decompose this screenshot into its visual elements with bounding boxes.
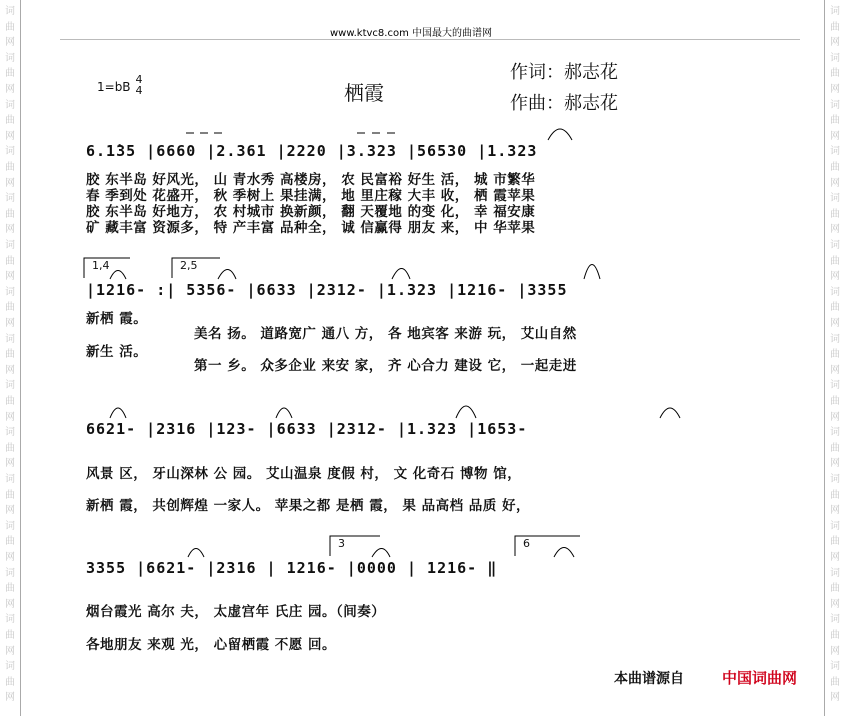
watermark-glyph: 词	[5, 520, 15, 532]
watermark-glyph: 网	[830, 505, 840, 517]
watermark-glyph: 网	[5, 177, 15, 189]
watermark-glyph: 网	[5, 458, 15, 470]
slur-mark	[218, 270, 236, 280]
watermark-glyph: 词	[5, 380, 15, 392]
slur-mark	[660, 408, 680, 418]
time-sig-bottom: 4	[135, 84, 143, 97]
watermark-glyph: 曲	[5, 489, 15, 501]
watermark-glyph: 曲	[5, 349, 15, 361]
watermark-glyph: 词	[830, 52, 840, 64]
lyric-line-1-2: 春 季到处 花盛开， 秋 季树上 果挂满， 地 里庄稼 大丰 收， 栖 霞苹果	[86, 188, 536, 204]
site-header: www.ktvc8.com 中国最大的曲谱网	[330, 28, 493, 39]
watermark-glyph: 曲	[830, 115, 840, 127]
watermark-glyph: 词	[5, 52, 15, 64]
watermark-glyph: 曲	[5, 536, 15, 548]
lyric-line-3-2: 新栖 霞， 共创辉煌 一家人。 苹果之都 是栖 霞， 果 品高档 品质 好，	[86, 498, 530, 514]
watermark-glyph: 词	[5, 427, 15, 439]
watermark-glyph: 曲	[830, 68, 840, 80]
watermark-glyph: 词	[5, 333, 15, 345]
watermark-glyph: 网	[830, 37, 840, 49]
watermark-glyph: 词	[5, 6, 15, 17]
lyricist-credit: 作词：郝志花	[510, 62, 618, 83]
watermark-glyph: 词	[830, 99, 840, 111]
watermark-glyph: 词	[5, 193, 15, 205]
watermark-glyph: 网	[5, 318, 15, 329]
watermark-glyph: 曲	[830, 162, 840, 173]
watermark-glyph: 网	[5, 692, 15, 704]
lyric-line-2-4: 第一 乡。 众多企业 来安 家， 齐 心合力 建设 它， 一起走进	[194, 358, 577, 374]
watermark-glyph: 曲	[830, 302, 840, 314]
lyric-line-2-1: 新栖 霞。	[86, 311, 148, 327]
watermark-glyph: 词	[830, 520, 840, 532]
watermark-glyph: 曲	[5, 676, 15, 688]
watermark-glyph: 曲	[5, 302, 15, 314]
watermark-glyph: 曲	[830, 208, 840, 220]
footer-brand-link[interactable]: 中国词曲网	[722, 669, 798, 687]
watermark-glyph: 曲	[5, 630, 15, 641]
slur-mark	[548, 129, 572, 140]
volta-1-4: 1,4	[92, 259, 110, 272]
watermark-glyph: 网	[5, 598, 15, 610]
volta-bracket	[172, 258, 220, 278]
watermark-glyph: 词	[830, 240, 840, 251]
watermark-glyph: 网	[830, 598, 840, 610]
watermark-glyph: 词	[5, 474, 15, 485]
watermark-glyph: 曲	[830, 442, 840, 454]
slur-mark	[188, 549, 204, 558]
slur-mark	[554, 548, 574, 558]
notation-row-3: 6621- |2316 |123- |6633 |2312- |1.323 |1653-	[86, 420, 528, 438]
watermark-glyph: 曲	[5, 255, 15, 267]
slur-mark	[110, 271, 126, 280]
notation-row-2: |1216- :| 5356- |6633 |2312- |1.323 |1216- |3355	[86, 281, 568, 299]
watermark-glyph: 网	[830, 692, 840, 704]
watermark-glyph: 网	[830, 458, 840, 470]
watermark-glyph: 网	[830, 411, 840, 423]
watermark-glyph: 曲	[830, 489, 840, 501]
watermark-glyph: 曲	[5, 68, 15, 80]
song-title: 栖霞	[344, 81, 384, 105]
watermark-glyph: 曲	[830, 396, 840, 407]
watermark-glyph: 曲	[830, 676, 840, 688]
slur-mark	[456, 406, 476, 418]
watermark-glyph: 曲	[5, 396, 15, 407]
watermark-glyph: 网	[830, 177, 840, 189]
watermark-glyph: 网	[830, 364, 840, 376]
watermark-glyph: 网	[830, 552, 840, 563]
volta-bracket	[330, 536, 380, 556]
watermark-glyph: 网	[5, 84, 15, 95]
watermark-glyph: 词	[830, 193, 840, 205]
watermark-glyph: 曲	[5, 583, 15, 595]
watermark-glyph: 曲	[5, 21, 15, 33]
watermark-glyph: 网	[5, 130, 15, 142]
watermark-glyph: 网	[830, 271, 840, 283]
watermark-glyph: 词	[830, 427, 840, 439]
lyric-line-3-1: 风景 区， 牙山深林 公 园。 艾山温泉 度假 村， 文 化奇石 博物 馆，	[86, 466, 522, 482]
slur-mark	[372, 549, 390, 558]
watermark-glyph: 曲	[830, 536, 840, 548]
watermark-glyph: 曲	[830, 349, 840, 361]
watermark-glyph: 网	[5, 37, 15, 49]
watermark-glyph: 词	[830, 146, 840, 158]
watermark-glyph: 词	[5, 614, 15, 626]
watermark-glyph: 网	[830, 224, 840, 236]
volta-3: 3	[338, 537, 345, 550]
slur-mark	[276, 408, 292, 418]
watermark-glyph: 词	[830, 661, 840, 673]
watermark-glyph: 词	[830, 380, 840, 392]
lyric-line-2-2: 美名 扬。 道路宽广 通八 方， 各 地宾客 来游 玩， 艾山自然	[194, 326, 577, 342]
watermark-glyph: 网	[5, 505, 15, 517]
watermark-glyph: 词	[5, 286, 15, 298]
lyric-line-4-2: 各地朋友 来观 光， 心留栖霞 不愿 回。	[86, 637, 336, 653]
watermark-glyph: 网	[5, 552, 15, 563]
watermark-glyph: 词	[830, 474, 840, 485]
notation-row-4: 3355 |6621- |2316 | 1216- |0000 | 1216- ‖	[86, 559, 498, 577]
watermark-glyph: 网	[5, 271, 15, 283]
watermark-glyph: 网	[5, 224, 15, 236]
volta-bracket	[515, 536, 580, 556]
watermark-glyph: 词	[5, 661, 15, 673]
watermark-glyph: 网	[5, 364, 15, 376]
lyric-line-1-1: 胶 东半岛 好风光， 山 青水秀 高楼房， 农 民富裕 好生 活， 城 市繁华	[86, 172, 536, 188]
watermark-glyph: 网	[5, 645, 15, 657]
watermark-glyph: 网	[830, 318, 840, 329]
lyric-line-4-1: 烟台霞光 高尔 夫， 太虚宫年 氏庄 园。（间奏）	[86, 604, 386, 620]
watermark-glyph: 曲	[5, 162, 15, 173]
volta-bracket	[84, 258, 130, 278]
watermark-glyph: 词	[830, 6, 840, 17]
watermark-glyph: 词	[830, 333, 840, 345]
watermark-glyph: 曲	[5, 115, 15, 127]
watermark-glyph: 网	[830, 84, 840, 95]
watermark-glyph: 曲	[830, 255, 840, 267]
slur-mark	[392, 269, 410, 280]
watermark-glyph: 词	[830, 286, 840, 298]
watermark-glyph: 网	[5, 411, 15, 423]
slur-mark	[584, 265, 600, 280]
watermark-glyph: 词	[830, 614, 840, 626]
footer-source-label: 本曲谱源自	[614, 671, 684, 687]
watermark-glyph: 曲	[830, 21, 840, 33]
key-signature: 1=bB	[97, 80, 131, 94]
composer-credit: 作曲：郝志花	[510, 93, 618, 114]
watermark-glyph: 词	[5, 146, 15, 158]
lyric-line-2-3: 新生 活。	[86, 344, 148, 360]
time-sig-top: 4	[135, 73, 143, 86]
slur-mark	[110, 408, 126, 418]
lyric-line-1-4: 矿 藏丰富 资源多， 特 产丰富 品种全， 诚 信赢得 朋友 来， 中 华苹果	[86, 220, 536, 236]
volta-6: 6	[523, 537, 530, 550]
watermark-glyph: 词	[830, 567, 840, 579]
lyric-line-1-3: 胶 东半岛 好地方， 农 村城市 换新颜， 翻 天覆地 的变 化， 幸 福安康	[86, 204, 536, 220]
watermark-glyph: 词	[5, 99, 15, 111]
watermark-glyph: 曲	[830, 630, 840, 641]
volta-2-5: 2,5	[180, 259, 198, 272]
watermark-glyph: 网	[830, 130, 840, 142]
watermark-glyph: 词	[5, 240, 15, 251]
watermark-glyph: 曲	[5, 208, 15, 220]
watermark-glyph: 曲	[5, 442, 15, 454]
watermark-glyph: 网	[830, 645, 840, 657]
watermark-glyph: 词	[5, 567, 15, 579]
watermark-glyph: 曲	[830, 583, 840, 595]
notation-row-1: 6.1̇35 |6660 |2.361 |2220 |3.323 |56530 |1.323	[86, 142, 538, 160]
